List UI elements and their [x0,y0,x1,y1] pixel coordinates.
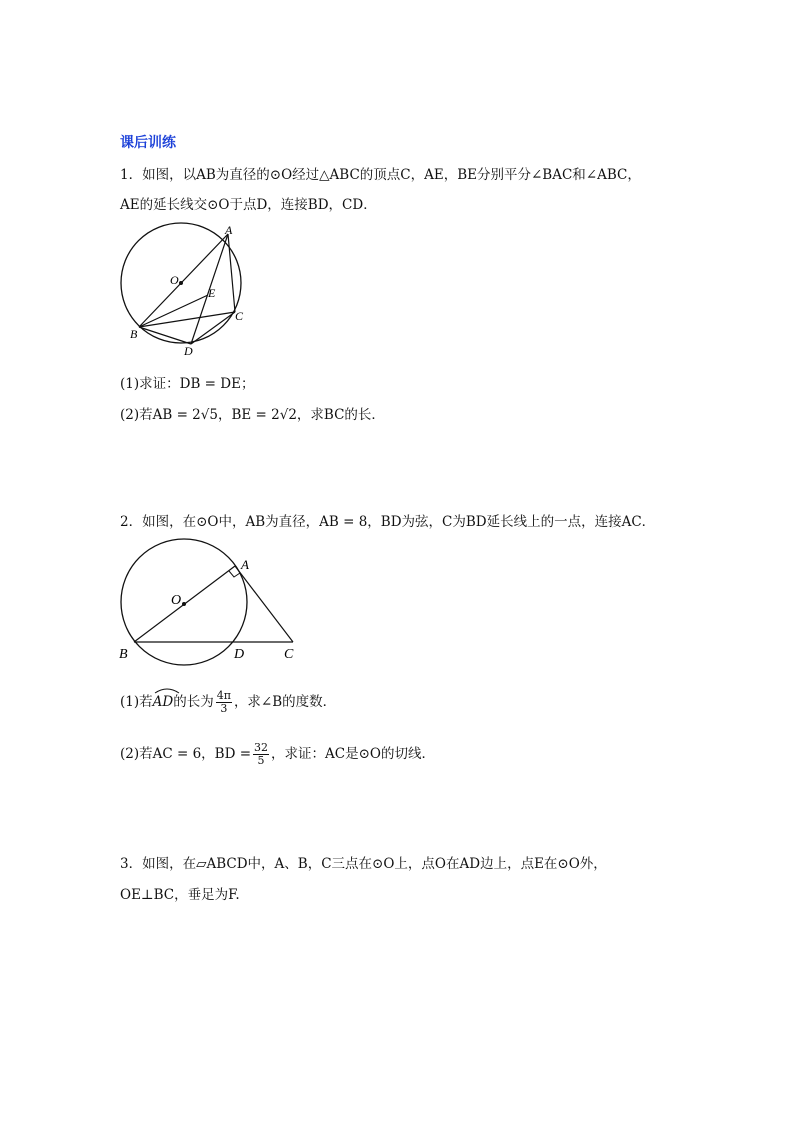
section-title: 课后训练 [120,135,176,151]
fraction-4pi-over-3: $\frac{4\pi}{3}$ [216,689,231,715]
fraction-32-over-5: $\frac{32}{5}$ [254,741,269,767]
q1-suffix: ，求∠B的度数． [233,694,337,710]
label-c: C [235,309,244,323]
problem-2-figure [115,538,305,666]
problem-3-statement-line-1: 3．如图，在▱ABCD中，A、B，C三点在⊙O上，点O在AD边上，点E在⊙O外， [120,856,607,872]
problem-2-question-1 [120,688,336,715]
center-point [179,281,183,285]
label-o: O [170,273,179,287]
label-b: B [130,327,138,341]
problem-1-question-1: (1)求证：DB = DE； [120,376,255,392]
label-e: E [208,286,216,300]
label-c: C [284,647,294,662]
label-b: B [119,647,128,662]
center-point [182,602,186,606]
segment-ab [139,234,228,327]
problem-3-statement-line-2: OE⊥BC，垂足为F. [120,887,240,903]
q1-prefix: (1)若 [120,694,153,710]
segment-bc [139,312,235,327]
label-o: O [171,593,182,608]
label-a: A [225,223,233,237]
label-a: A [241,557,249,572]
q2-prefix: (2)若AC = 6，BD = [120,746,252,762]
segment-ac [228,234,235,312]
label-d: D [184,344,193,358]
arc-ad-label: AD [152,694,174,710]
right-angle-mark [229,571,240,577]
problem-1-statement-line-1: 1．如图，以AB为直径的⊙O经过△ABC的顶点C，AE，BE分别平分∠BAC和∠ABC， [120,167,641,183]
q1-mid: 的长为 [173,694,214,710]
arc-ad-notation [153,688,174,711]
problem-2-statement: 2．如图，在⊙O中，AB为直径，AB = 8，BD为弦，C为BD延长线上的一点，连接AC． [120,514,656,530]
problem-2-question-2 [120,742,435,767]
problem-1-question-2: (2)若AB = 2√5，BE = 2√2，求BC的长． [120,407,385,423]
label-d: D [234,647,245,662]
segment-cd [191,312,235,344]
arc-symbol-icon [154,687,180,694]
problem-1-figure [118,222,258,362]
segment-ac [235,566,293,642]
q2-suffix: ，求证：AC是⊙O的切线． [271,746,436,762]
problem-1-statement-line-2: AE的延长线交⊙O于点D，连接BD，CD． [120,197,377,213]
